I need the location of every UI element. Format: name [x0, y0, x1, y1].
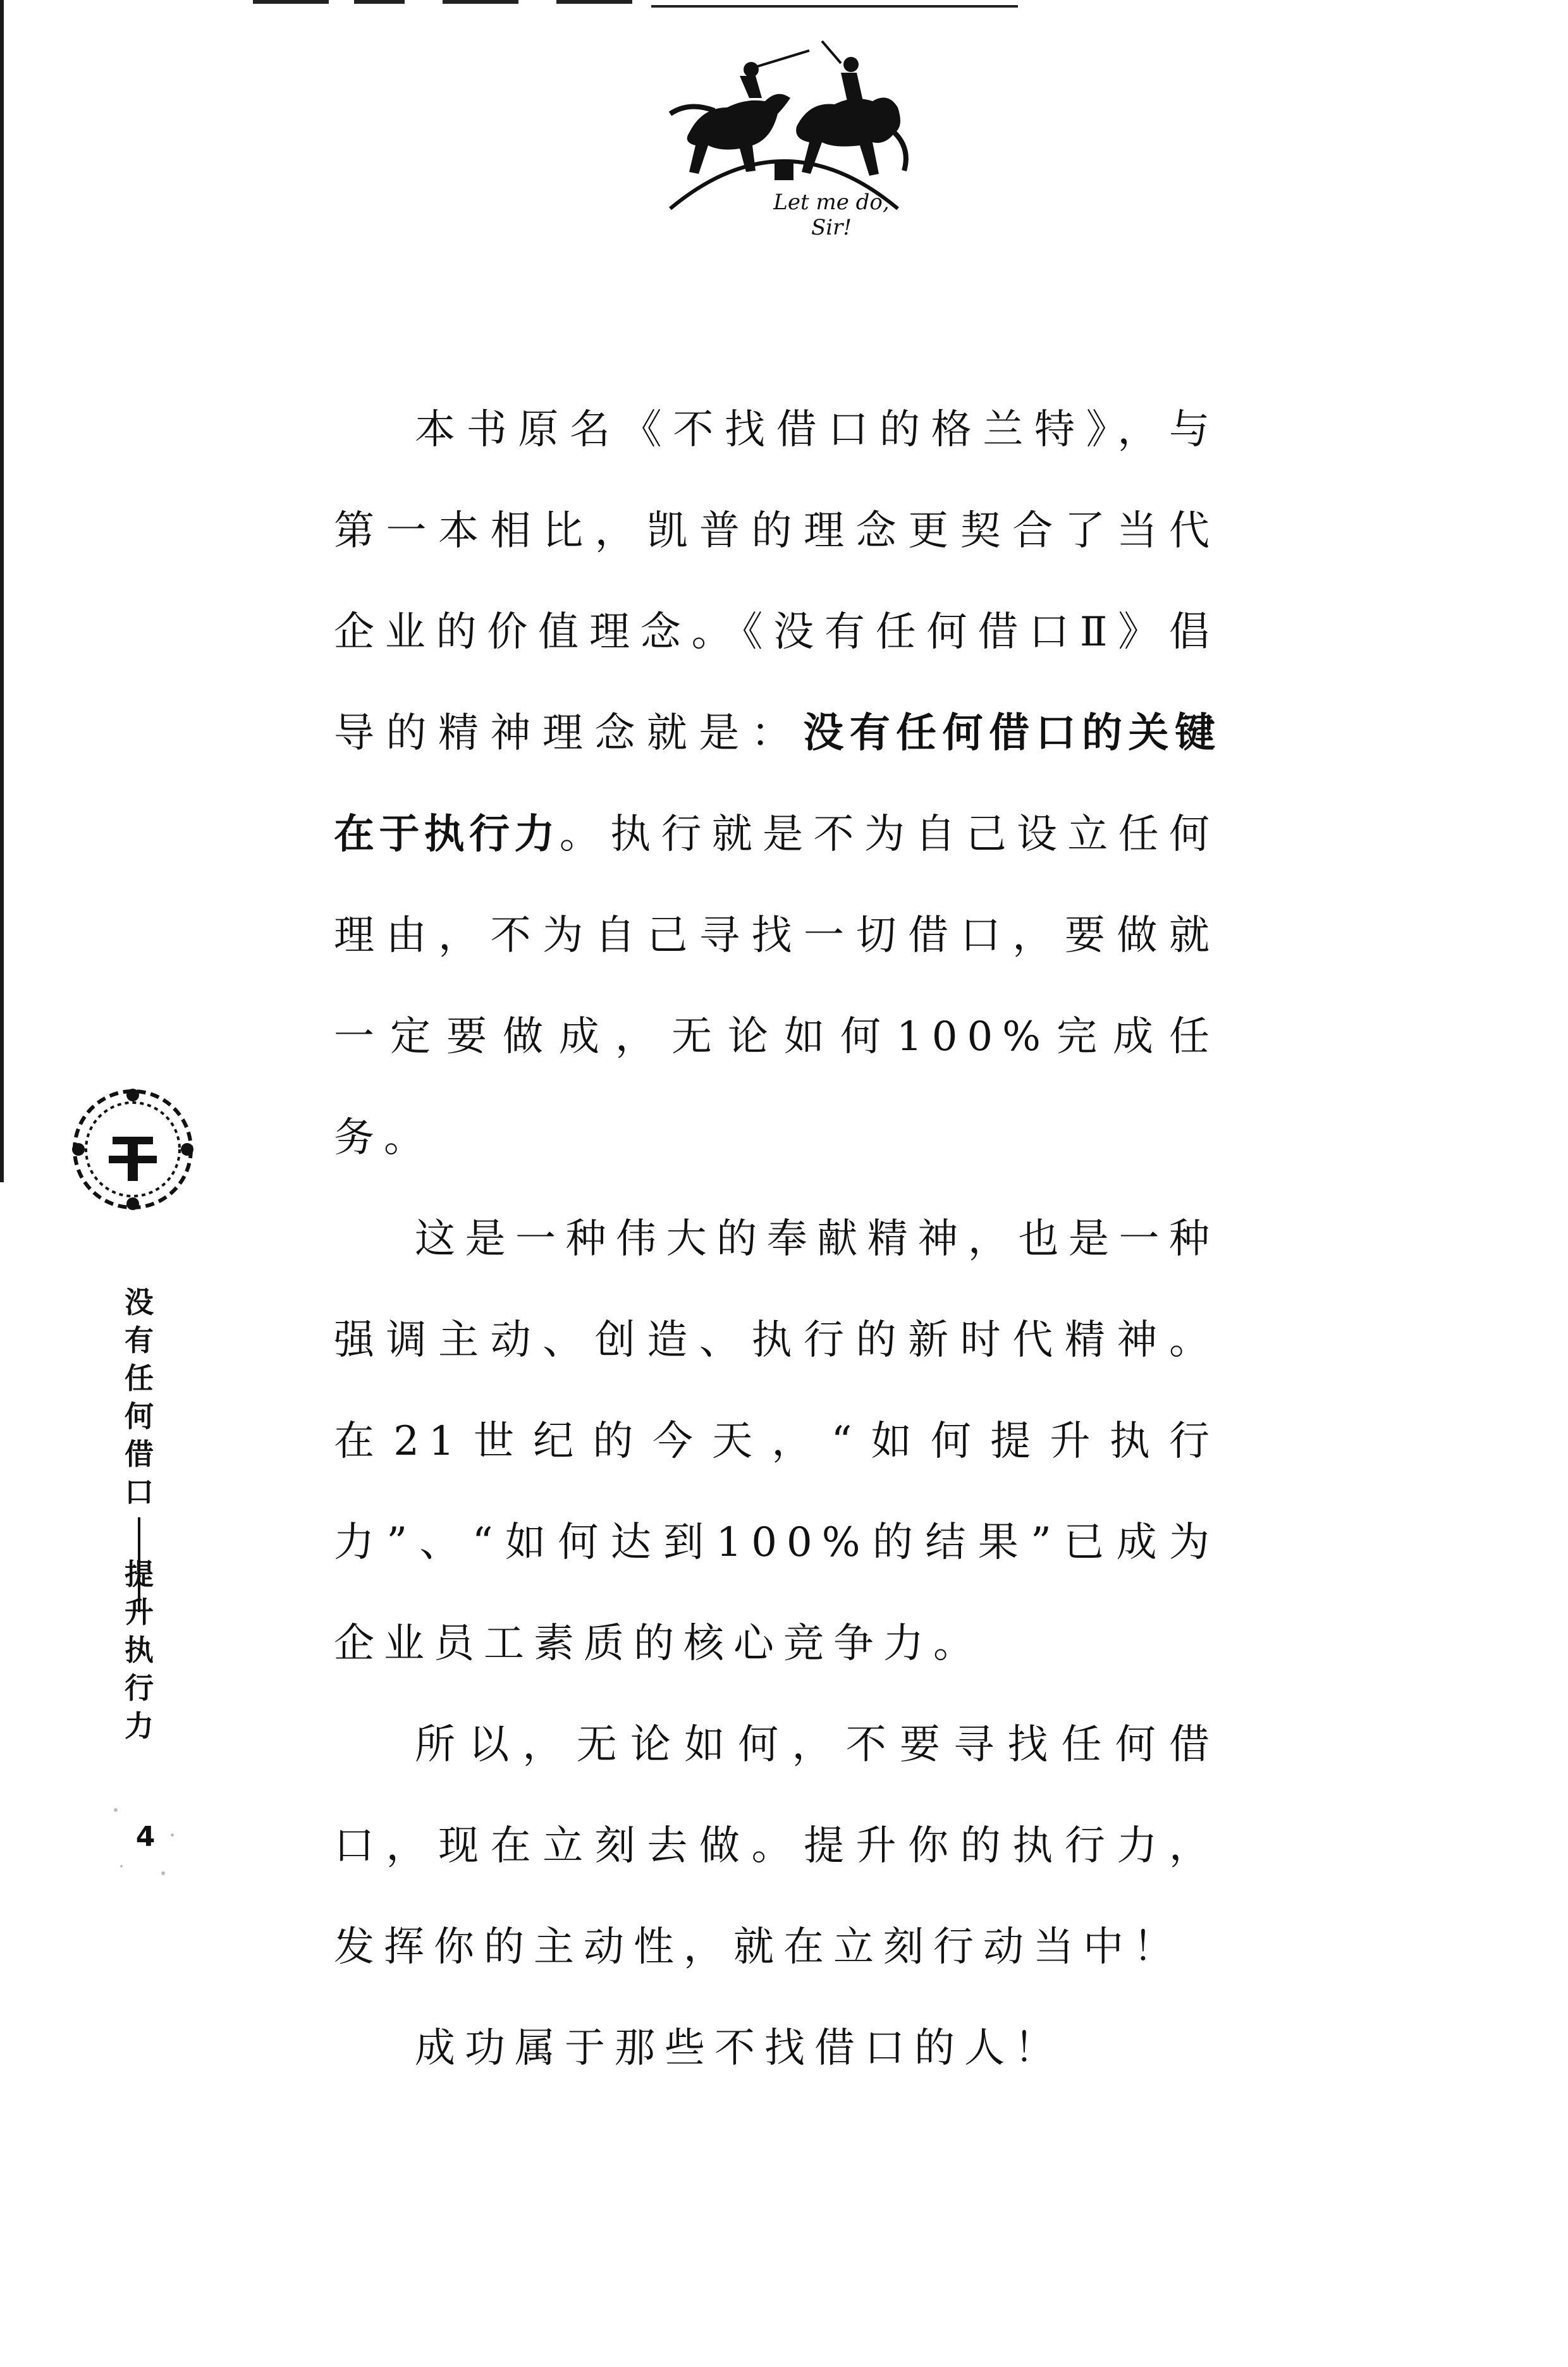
side-title-char: 升	[125, 1595, 154, 1629]
side-title-char: 执	[125, 1633, 154, 1667]
paragraph-4: 成功属于那些不找借口的人！	[415, 2025, 1064, 2072]
side-title-char: 口	[125, 1475, 154, 1509]
floral-ornament-icon	[68, 1086, 197, 1213]
scan-speckle	[114, 1808, 118, 1812]
scan-speckle	[171, 1833, 174, 1837]
side-title-char: 任	[125, 1361, 154, 1395]
side-title-char: 行	[125, 1671, 154, 1705]
side-title-char: 何	[125, 1399, 154, 1433]
side-title-char: 有	[125, 1323, 154, 1357]
side-title-char: 借	[125, 1437, 154, 1471]
page-number: 4	[135, 1821, 156, 1853]
paragraph-text: 。执行就是不为自己设立任何理由，不为自己寻找一切借口，要做就一定要做成，无论如何100%完成任务。	[334, 811, 1219, 1161]
body-text	[334, 379, 1219, 2099]
paragraph-3: 所以，无论如何，不要寻找任何借口，现在立刻去做。提升你的执行力，发挥你的主动性，就在立刻行动当中！	[334, 1722, 1219, 1971]
bold-key-phrase: 没有任何借口的关键在于执行力	[334, 710, 1219, 858]
scan-artifact	[253, 0, 329, 4]
side-title-char: 没	[125, 1285, 154, 1319]
side-book-subtitle	[119, 1555, 159, 1745]
paragraph-text: 本书原名《不找借口的格兰特》，与第一本相比，凯普的理念更契合了当代企业的价值理念。《没有任何借口Ⅱ》倡导的精神理念就是：	[334, 407, 1219, 757]
scan-speckle	[120, 1865, 123, 1868]
side-title-char: 力	[125, 1709, 154, 1743]
side-title-char: 提	[125, 1557, 154, 1591]
scan-artifact	[354, 0, 405, 4]
paragraph-2: 这是一种伟大的奉献精神，也是一种强调主动、创造、执行的新时代精神。在21世纪的今天，“如何提升执行力”、“如何达到100%的结果”已成为企业员工素质的核心竞争力。	[334, 1216, 1219, 1667]
emblem-motto: Let me do, Sir!	[773, 190, 890, 240]
paragraph-1	[334, 379, 1219, 1189]
scan-artifact	[556, 0, 632, 4]
page-left-edge	[0, 0, 4, 1182]
scan-artifact	[651, 5, 1018, 8]
scan-artifact	[443, 0, 518, 4]
scan-speckle	[161, 1871, 165, 1875]
